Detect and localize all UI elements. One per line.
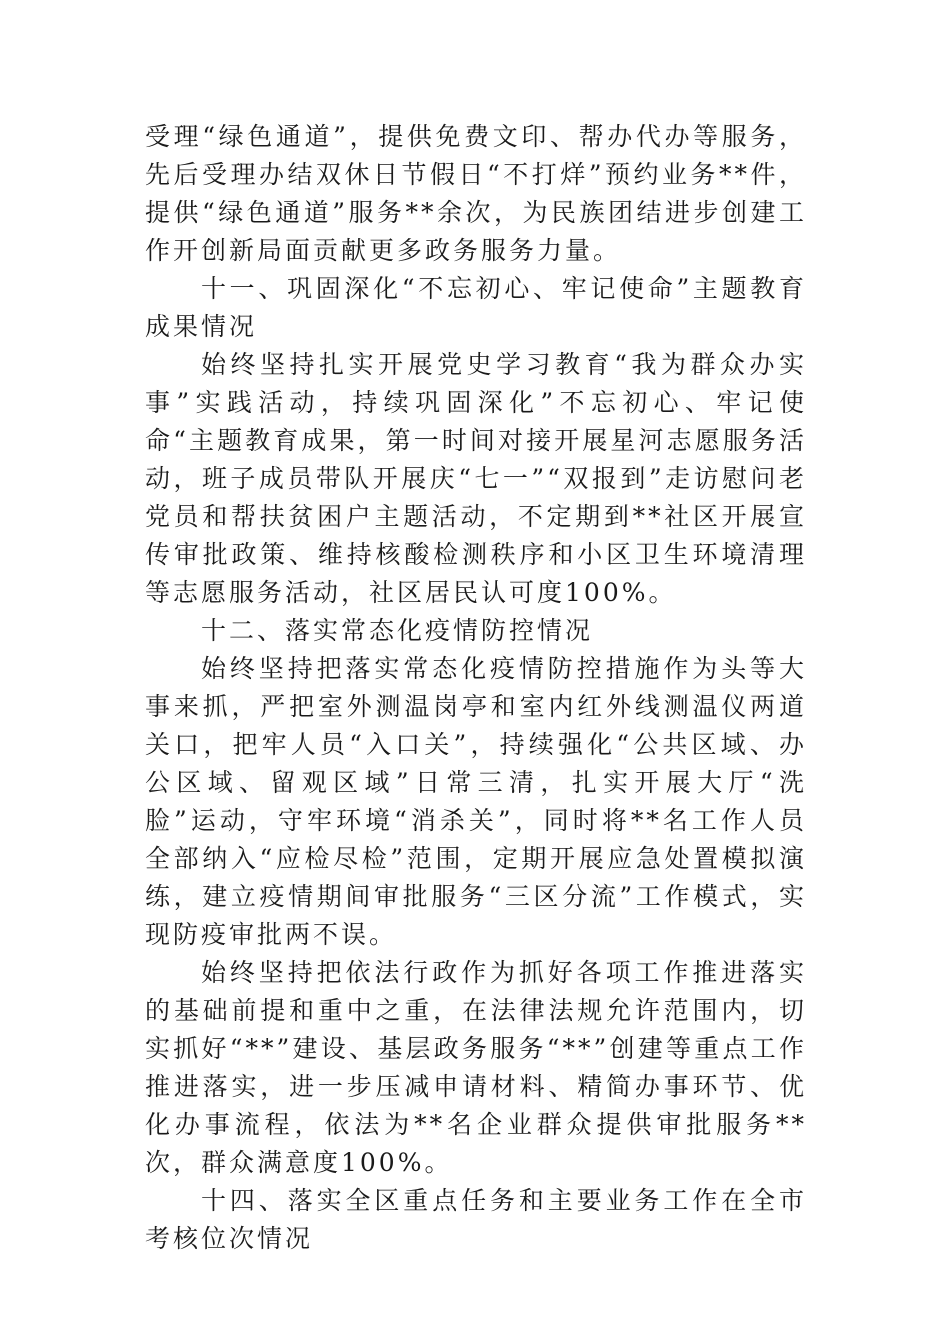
section-heading-14: 十四、落实全区重点任务和主要业务工作在全市考核位次情况 xyxy=(145,1186,807,1253)
paragraph-law-administration: 始终坚持把依法行政作为抓好各项工作推进落实的基础前提和重中之重，在法律法规允许范围内，切实抓好“**”建设、基层政务服务“**”创建等重点工作推进落实，进一步压减申请材料、精简办事环节、优化办事流程，依法为**名企业群众提供审批服务**次，群众满意度100%。 xyxy=(145,958,807,1177)
paragraph-theme-education: 始终坚持扎实开展党史学习教育“我为群众办实事”实践活动，持续巩固深化”不忘初心、牢记使命“主题教育成果，第一时间对接开展星河志愿服务活动，班子成员带队开展庆“七一”“双报到”走访慰问老党员和帮扶贫困户主题活动，不定期到**社区开展宣传审批政策、维持核酸检测秩序和小区卫生环境清理等志愿服务活动，社区居民认可度100%。 xyxy=(145,350,807,607)
section-heading-12: 十二、落实常态化疫情防控情况 xyxy=(201,616,594,645)
document-body xyxy=(145,118,807,1258)
paragraph-green-channel: 受理“绿色通道”，提供免费文印、帮办代办等服务，先后受理办结双休日节假日“不打烊”预约业务**件，提供“绿色通道”服务**余次，为民族团结进步创建工作开创新局面贡献更多政务服务力量。 xyxy=(145,122,807,265)
section-heading-11: 十一、巩固深化“不忘初心、牢记使命”主题教育成果情况 xyxy=(145,274,807,341)
paragraph-epidemic-control: 始终坚持把落实常态化疫情防控措施作为头等大事来抓，严把室外测温岗亭和室内红外线测温仪两道关口，把牢人员“入口关”，持续强化“公共区域、办公区域、留观区域”日常三清，扎实开展大厅“洗脸”运动，守牢环境“消杀关”，同时将**名工作人员全部纳入“应检尽检”范围，定期开展应急处置模拟演练，建立疫情期间审批服务“三区分流”工作模式，实现防疫审批两不误。 xyxy=(145,654,807,949)
